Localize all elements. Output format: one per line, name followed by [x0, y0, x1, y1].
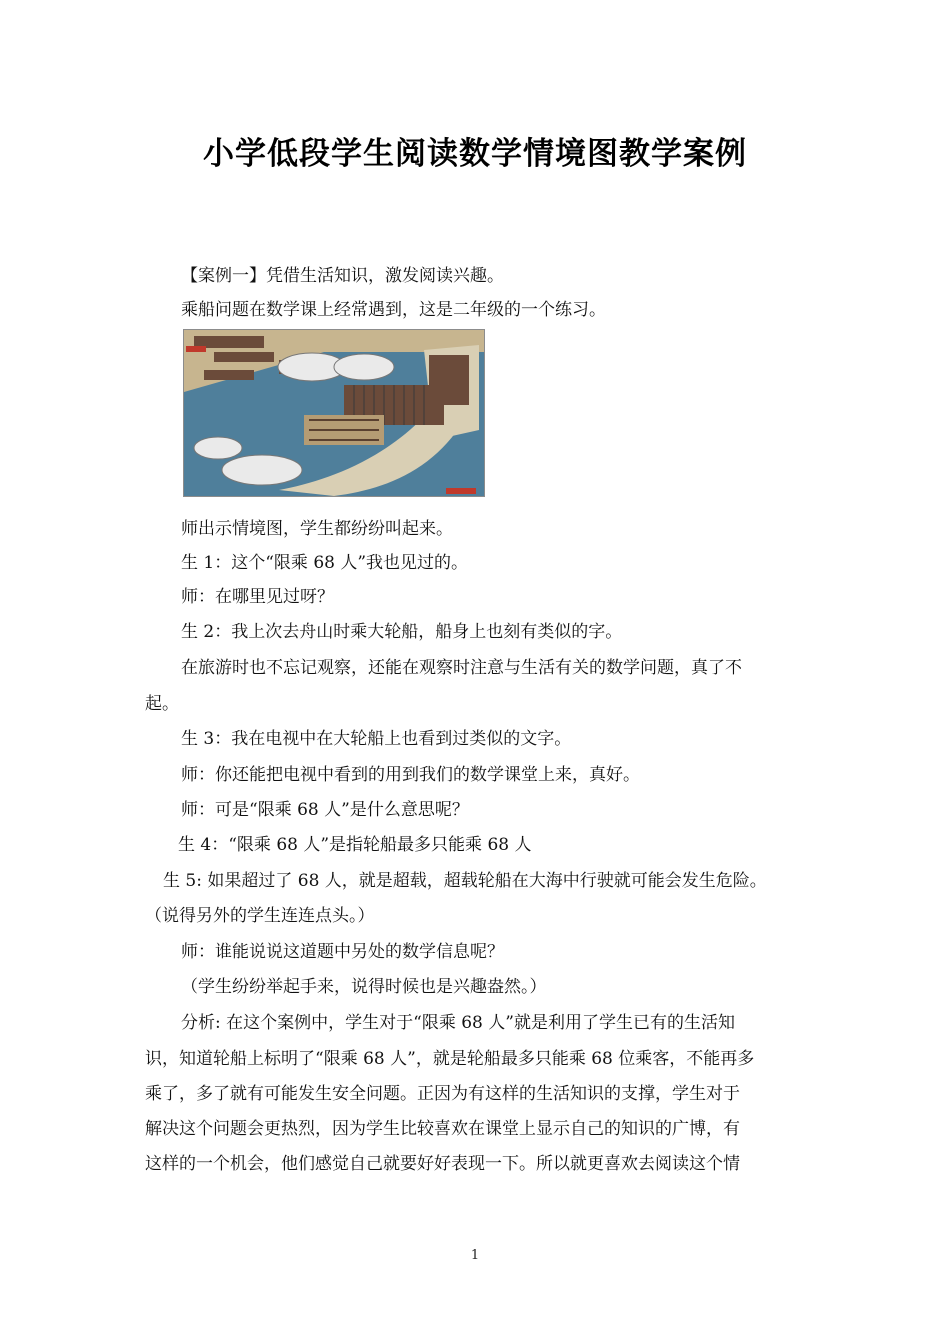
paragraph-line: 乘了，多了就有可能发生安全问题。正因为有这样的生活知识的支撑，学生对于 — [145, 1084, 740, 1104]
paragraph-line: 【案例一】凭借生活知识，激发阅读兴趣。 — [181, 266, 504, 286]
paragraph-line: 生 4：“限乘 68 人”是指轮船最多只能乘 68 人 — [178, 835, 532, 855]
paragraph-line: 师：你还能把电视中看到的用到我们的数学课堂上来，真好。 — [181, 765, 640, 785]
paragraph-line: 乘船问题在数学课上经常遇到，这是二年级的一个练习。 — [181, 300, 606, 320]
paragraph-line: 生 3：我在电视中在大轮船上也看到过类似的文字。 — [181, 729, 572, 749]
paragraph-line: 起。 — [145, 694, 179, 714]
paragraph-line: 生 5: 如果超过了 68 人，就是超载，超载轮船在大海中行驶就可能会发生危险。 — [163, 871, 767, 891]
paragraph-line: 解决这个问题会更热烈，因为学生比较喜欢在课堂上显示自己的知识的广博，有 — [145, 1119, 740, 1139]
paragraph-line: 这样的一个机会，他们感觉自己就要好好表现一下。所以就更喜欢去阅读这个情 — [145, 1154, 740, 1174]
paragraph-line: 师出示情境图，学生都纷纷叫起来。 — [181, 519, 453, 539]
boat-scene-illustration — [183, 329, 485, 497]
paragraph-line: 在旅游时也不忘记观察，还能在观察时注意与生活有关的数学问题，真了不 — [181, 658, 742, 678]
paragraph-line: （学生纷纷举起手来，说得时候也是兴趣盎然。） — [181, 977, 547, 997]
paragraph-line: 识，知道轮船上标明了“限乘 68 人”，就是轮船最多只能乘 68 位乘客，不能再多 — [145, 1049, 755, 1069]
paragraph-line: 分析: 在这个案例中，学生对于“限乘 68 人”就是利用了学生已有的生活知 — [181, 1013, 735, 1033]
document-title: 小学低段学生阅读数学情境图教学案例 — [203, 136, 747, 172]
paragraph-line: 生 1：这个“限乘 68 人”我也见过的。 — [181, 553, 469, 573]
paragraph-line: （说得另外的学生连连点头。） — [145, 906, 375, 926]
paragraph-line: 师：在哪里见过呀？ — [181, 587, 334, 607]
paragraph-line: 师：可是“限乘 68 人”是什么意思呢？ — [181, 800, 469, 820]
paragraph-line: 生 2：我上次去舟山时乘大轮船，船身上也刻有类似的字。 — [181, 622, 623, 642]
page-number: 1 — [470, 1248, 480, 1263]
paragraph-line: 师：谁能说说这道题中另处的数学信息呢？ — [181, 942, 504, 962]
